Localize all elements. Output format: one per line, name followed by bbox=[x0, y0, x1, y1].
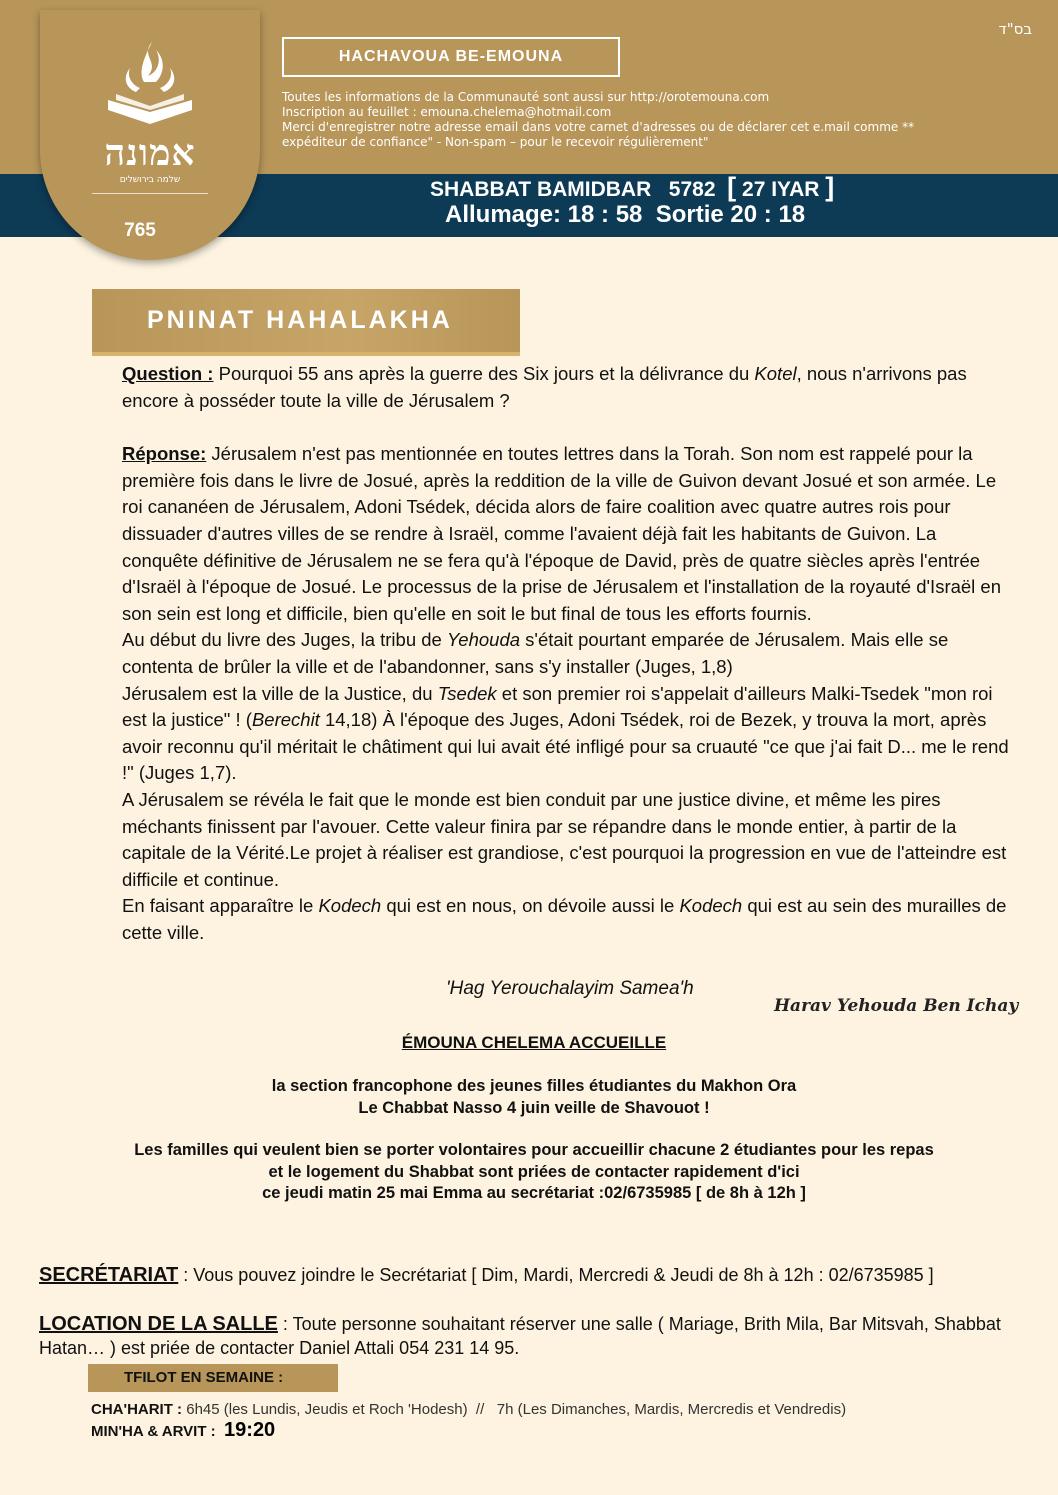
newsletter-title: HACHAVOUA BE-EMOUNA bbox=[282, 37, 620, 77]
announcement-title: ÉMOUNA CHELEMA ACCUEILLE bbox=[401, 1033, 667, 1052]
logo-wordmark: אמונה bbox=[104, 132, 196, 174]
hall-rental-info: LOCATION DE LA SALLE : Toute personne souhaitant réserver une salle ( Mariage, Brith Mila, Bar Mitsvah, Shabbat Hatan… ) est priée de contacter Daniel Attali 054 231 14 95. bbox=[39, 1313, 1001, 1358]
hall-rental-label: LOCATION DE LA SALLE bbox=[39, 1313, 278, 1335]
logo-badge bbox=[40, 10, 260, 260]
bsd-mark: בס"ד bbox=[998, 20, 1032, 38]
question-label: Question : bbox=[122, 363, 214, 384]
article-body bbox=[122, 361, 1014, 946]
author-signature: Harav Yehouda Ben Ichay bbox=[774, 996, 1019, 1016]
section-title: PNINAT HAHALAKHA bbox=[147, 306, 453, 334]
candle-times: Allumage: 18 : 58 Sortie 20 : 18 bbox=[445, 201, 806, 228]
answer-label: Réponse: bbox=[122, 443, 207, 465]
info-lines bbox=[282, 90, 914, 150]
answer-paragraph: Réponse: Jérusalem n'est pas mentionnée en toutes lettres dans la Torah. Son nom est rappelé pour la première fois dans le livre de Josué, après la reddition de la ville de Guivon devant Josué et son armée. Le roi cananéen de Jérusalem, Adoni Tsédek, décida alors de faire coalition avec quatre autres rois pour dissuader d'autres villes de se rendre à Israël, comme l'avaient déjà fait les habitants de Guivon. La conquête définitive de Jérusalem ne se fera qu'à l'époque de David, près de quatre siècles après l'entrée d'Israël à l'époque de Josué. Le processus de la prise de Jérusalem et l'installation de la royauté d'Israël en son sein est long et difficile, bien qu'elle en soit le but final de tous les efforts fournis. bbox=[122, 443, 1002, 624]
shabbat-heading: SHABBAT BAMIDBAR 5782 [ 27 IYAR ] bbox=[430, 172, 835, 202]
announcement-details: Les familles qui veulent bien se porter volontaires pour accueillir chacune 2 étudiantes pour les repas et le logement du Shabbat sont priées de contacter rapidement d'ici ce jeudi matin 25 mai Emma au secrétariat :02/6735985 [ de 8h à 12h ] bbox=[134, 1141, 934, 1202]
closing-greeting: 'Hag Yerouchalayim Samea'h bbox=[446, 978, 694, 999]
paragraph: Au début du livre des Juges, la tribu de Yehouda s'était pourtant emparée de Jérusalem. Mais elle se contenta de brûler la ville et de l'abandonner, sans s'y installer (Juges, 1,8) bbox=[122, 629, 949, 677]
issue-number: 765 bbox=[124, 220, 156, 241]
secretariat-label: SECRÉTARIAT bbox=[39, 1264, 179, 1286]
info-line: Inscription au feuillet : emouna.chelema@hotmail.com bbox=[282, 105, 612, 119]
secretariat-info: SECRÉTARIAT : Vous pouvez joindre le Secrétariat [ Dim, Mardi, Mercredi & Jeudi de 8h à 12h : 02/6735985 ] bbox=[39, 1264, 934, 1286]
info-line: Merci d'enregistrer notre adresse email dans votre carnet d'adresses ou de déclarer cet e.mail comme ** bbox=[282, 120, 915, 134]
parasha: SHABBAT BAMIDBAR bbox=[430, 178, 652, 201]
paragraph: En faisant apparaître le Kodech qui est en nous, on dévoile aussi le Kodech qui est au sein des murailles de cette ville. bbox=[122, 895, 1007, 943]
year: 5782 bbox=[668, 178, 716, 201]
paragraph: A Jérusalem se révéla le fait que le monde est bien conduit par une justice divine, et même les pires méchants finissent par l'avouer. Cette valeur finira par se répandre dans le monde entier, à partir de la capitale de la Vérité.Le projet à réaliser est grandiose, c'est pourquoi la progression en vue de l'atteindre est difficile et continue. bbox=[122, 788, 1007, 890]
minha-time: 19:20 bbox=[224, 1419, 276, 1441]
tfilot-banner: TFILOT EN SEMAINE : bbox=[88, 1364, 338, 1392]
paragraph: Jérusalem est la ville de la Justice, du Tsedek et son premier roi s'appelait d'ailleurs Malki-Tsedek "mon roi est la justice" ! (Berechit 14,18) À l'époque des Juges, Adoni Tsédek, roi de Bezek, y trouva la mort, après avoir reconnu qu'il méritait le châtiment qui lui avait été infligé pour sa cruauté "ce que j'ai fait D... me le rend !" (Juges 1,7). bbox=[122, 682, 1009, 784]
chaharit-row: CHA'HARIT : 6h45 (les Lundis, Jeudis et Roch 'Hodesh) // 7h (Les Dimanches, Mardis, Mercredis et Vendredis) bbox=[91, 1401, 847, 1418]
minha-row: MIN'HA & ARVIT : 19:20 bbox=[91, 1419, 276, 1441]
info-line: Toutes les informations de la Communauté sont aussi sur http://orotemouna.com bbox=[282, 90, 770, 104]
book-flame-icon bbox=[100, 38, 200, 138]
logo-subtext: שלמה בירושלים bbox=[119, 175, 181, 185]
question-paragraph: Question : Pourquoi 55 ans après la guerre des Six jours et la délivrance du Kotel, nous n'arrivons pas encore à posséder toute la ville de Jérusalem ? bbox=[122, 363, 967, 411]
announcement-intro: la section francophone des jeunes filles étudiantes du Makhon Ora Le Chabbat Nasso 4 juin veille de Shavouot ! bbox=[271, 1077, 797, 1117]
logo-divider bbox=[92, 193, 208, 194]
hebrew-date: 27 IYAR bbox=[742, 178, 820, 201]
info-line: expéditeur de confiance" - Non-spam – pour le recevoir régulièrement" bbox=[282, 135, 709, 149]
